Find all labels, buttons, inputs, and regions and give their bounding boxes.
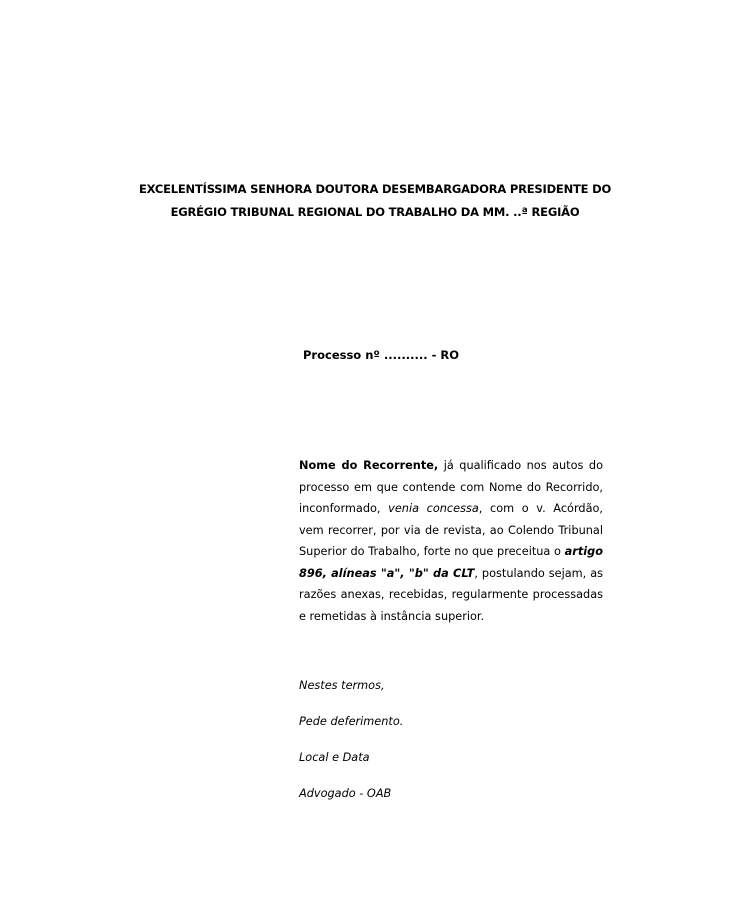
heading-line-2: EGRÉGIO TRIBUNAL REGIONAL DO TRABALHO DA MM. ..ª REGIÃO: [170, 205, 580, 219]
process-number: Processo nº .......... - RO: [303, 348, 459, 362]
closing-local-data: Local e Data: [299, 751, 370, 764]
petition-text-1: já qualificado nos autos do processo em que contende com Nome do Recorrido, inconformado,: [299, 459, 603, 515]
heading-line-1: EXCELENTÍSSIMA SENHORA DOUTORA DESEMBARGADORA PRESIDENTE DO: [138, 182, 612, 196]
petition-text-3: , postulando sejam, as razões anexas, recebidas, regularmente processadas e remetidas à instância superior.: [299, 566, 603, 623]
closing-advogado-oab: Advogado - OAB: [299, 787, 392, 800]
closing-nestes-termos: Nestes termos,: [299, 679, 385, 692]
document-heading: [0, 178, 750, 224]
recorrente-name: Nome do Recorrente,: [299, 459, 439, 472]
artigo-reference: artigo 896, alíneas "a", "b" da CLT: [299, 545, 603, 580]
closing-pede-deferimento: Pede deferimento.: [299, 715, 404, 728]
venia-concessa: venia concessa: [388, 502, 479, 515]
petition-text-2: , com o v. Acórdão, vem recorrer, por via de revista, ao Colendo Tribunal Superior do Trabalho, forte no que preceitua o: [299, 502, 604, 558]
petition-paragraph: [299, 455, 603, 627]
